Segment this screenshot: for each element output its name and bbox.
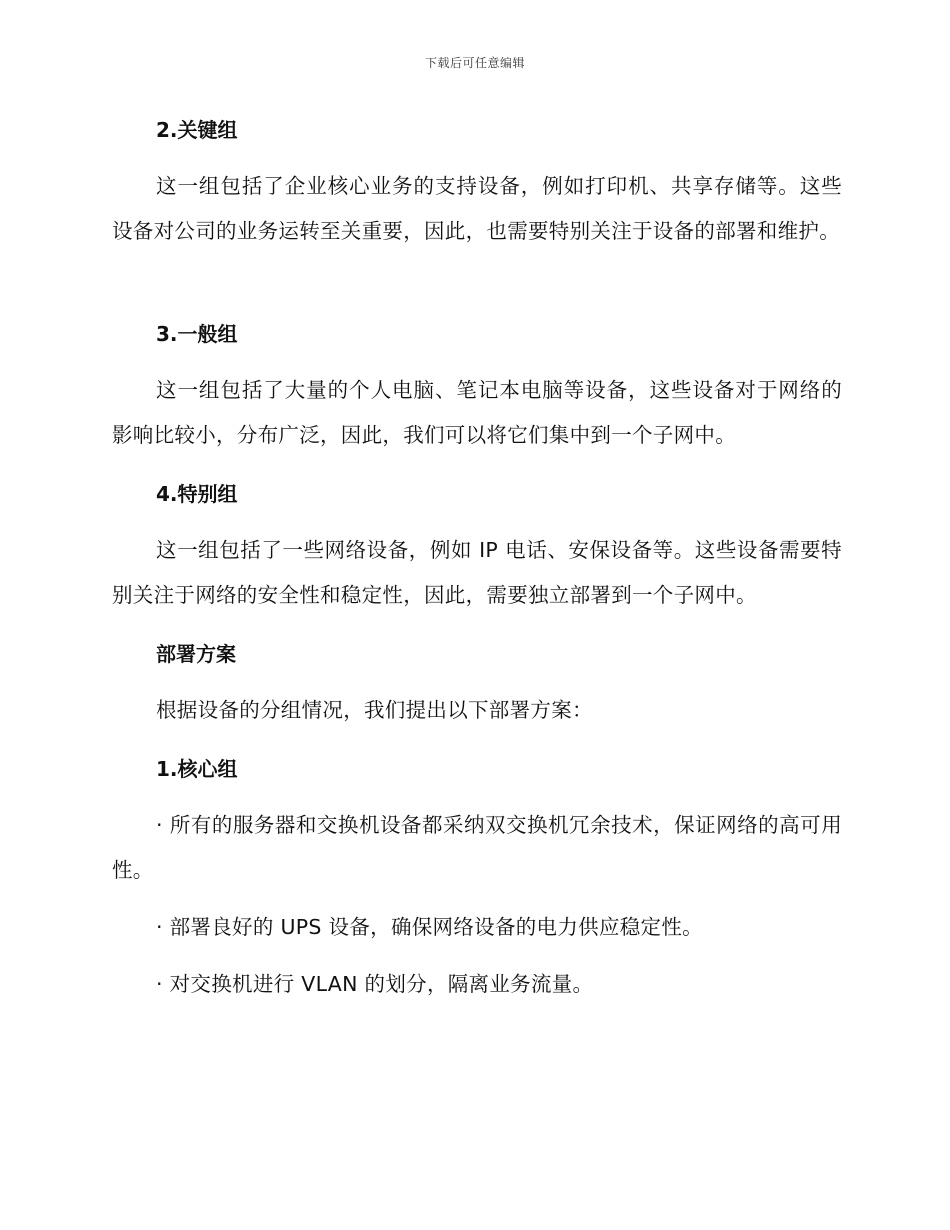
heading-deployment-plan: 部署方案 (156, 642, 236, 666)
heading-core-group: 1.核心组 (156, 757, 238, 781)
paragraph-special-group: 这一组包括了一些网络设备，例如 IP 电话、安保设备等。这些设备需要特别关注于网络的安全性和稳定性，因此，需要独立部署到一个子网中。 (112, 538, 842, 607)
list-item-redundancy: · 所有的服务器和交换机设备都采纳双交换机冗余技术，保证网络的高可用性。 (112, 813, 842, 882)
list-item-vlan: · 对交换机进行 VLAN 的划分，隔离业务流量。 (156, 972, 594, 996)
heading-key-group: 2.关键组 (156, 118, 238, 142)
heading-general-group: 3.一般组 (156, 322, 238, 346)
heading-special-group: 4.特别组 (156, 482, 238, 506)
paragraph-deployment-intro: 根据设备的分组情况，我们提出以下部署方案： (156, 698, 593, 722)
paragraph-general-group: 这一组包括了大量的个人电脑、笔记本电脑等设备，这些设备对于网络的影响比较小，分布广泛，因此，我们可以将它们集中到一个子网中。 (112, 378, 842, 447)
page-header: 下载后可任意编辑 (424, 56, 525, 70)
paragraph-key-group: 这一组包括了企业核心业务的支持设备，例如打印机、共享存储等。这些设备对公司的业务运转至关重要，因此，也需要特别关注于设备的部署和维护。 (112, 174, 842, 243)
list-item-ups: · 部署良好的 UPS 设备，确保网络设备的电力供应稳定性。 (156, 915, 703, 939)
